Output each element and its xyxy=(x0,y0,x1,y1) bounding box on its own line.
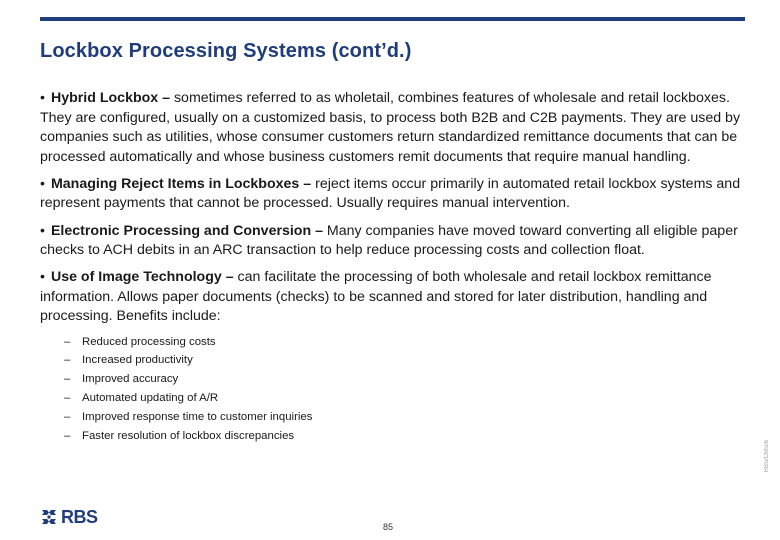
list-item xyxy=(64,427,746,446)
bullet-hybrid-lockbox xyxy=(40,89,746,167)
top-rule xyxy=(40,17,745,21)
bullet-heading: Use of Image Technology – xyxy=(50,269,234,286)
benefit-text: Improved accuracy xyxy=(82,373,179,386)
list-item xyxy=(64,408,746,427)
bullet-list xyxy=(40,89,746,445)
benefit-text: Faster resolution of lockbox discrepancies xyxy=(82,429,295,442)
benefit-text: Improved response time to customer inquiries xyxy=(82,410,313,423)
list-item xyxy=(64,389,746,408)
bullet-heading: Hybrid Lockbox – xyxy=(50,90,171,106)
rbs-daisy-icon xyxy=(40,508,58,526)
logo-text: RBS xyxy=(61,506,98,527)
bullet-heading: Electronic Processing and Conversion – xyxy=(50,222,323,239)
bullet-text: can facilitate the processing of both wholesale and retail lockbox remittance information. Allows paper documents (checks) to be scanned and stored for later distribution, handling and processing. Benefits include: xyxy=(40,269,712,325)
bullet-marker: • xyxy=(40,269,45,286)
benefit-text: Reduced processing costs xyxy=(82,335,216,348)
bullet-text: Many companies have moved toward converting all eligible paper checks to ACH debits in an ARC transaction to help reduce processing costs and collection float. xyxy=(40,222,738,259)
side-document-code: RBS/CMS/6 xyxy=(764,440,770,473)
bullet-text: reject items occur primarily in automated retail lockbox systems and represent payments that cannot be processed. Usually requires manual intervention. xyxy=(40,175,741,212)
bullet-heading: Managing Reject Items in Lockboxes – xyxy=(50,175,312,192)
dash-marker: – xyxy=(64,373,71,386)
benefits-list xyxy=(40,333,746,446)
bullet-marker: • xyxy=(40,175,45,192)
bullet-electronic-processing xyxy=(40,222,746,261)
slide-title: Lockbox Processing Systems (cont’d.) xyxy=(40,40,412,62)
dash-marker: – xyxy=(64,429,71,442)
bullet-marker: • xyxy=(40,90,45,106)
dash-marker: – xyxy=(64,354,71,367)
dash-marker: – xyxy=(64,391,71,404)
list-item xyxy=(64,370,746,389)
bullet-image-technology xyxy=(40,268,746,327)
list-item xyxy=(64,351,746,370)
dash-marker: – xyxy=(64,410,71,423)
bullet-marker: • xyxy=(40,222,45,239)
list-item xyxy=(64,333,746,352)
dash-marker: – xyxy=(64,335,71,348)
benefit-text: Automated updating of A/R xyxy=(82,391,219,404)
benefit-text: Increased productivity xyxy=(82,354,193,367)
rbs-logo xyxy=(40,507,98,527)
page-number: 85 xyxy=(383,522,394,532)
bullet-text: sometimes referred to as wholetail, combines features of wholesale and retail lockboxes. They are configured, usually on a customized basis, to process both B2B and C2B payments. They are used by companies such as utilities, whose consumer customers return standardized remittance documents that can be processed automatically and whose business customers remit documents that require manual handling. xyxy=(40,90,741,165)
bullet-reject-items xyxy=(40,175,746,214)
